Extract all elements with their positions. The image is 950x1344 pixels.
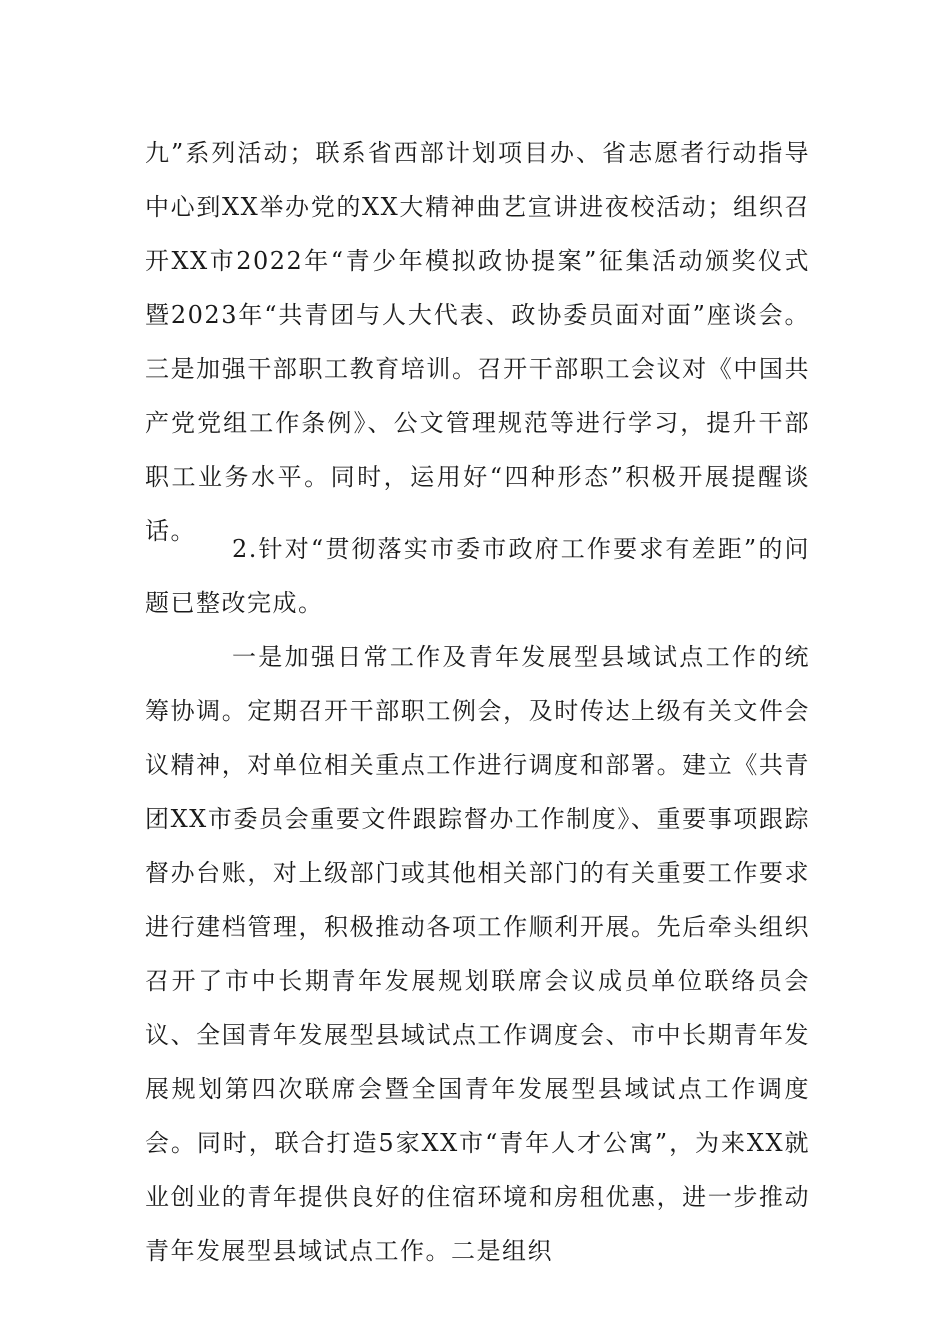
paragraph-text: 2.针对“贯彻落实市委市政府工作要求有差距”的问题已整改完成。 xyxy=(145,535,810,617)
paragraph-item-2-heading xyxy=(145,522,810,630)
paragraph-continued xyxy=(145,126,810,558)
paragraph-text: 一是加强日常工作及青年发展型县域试点工作的统筹协调。定期召开干部职工例会，及时传达上级有关文件会议精神，对单位相关重点工作进行调度和部署。建立《共青团XX市委员会重要文件跟踪督办工作制度》、重要事项跟踪督办台账，对上级部门或其他相关部门的有关重要工作要求进行建档管理，积极推动各项工作顺利开展。先后牵头组织召开了市中长期青年发展规划联席会议成员单位联络员会议、全国青年发展型县域试点工作调度会、市中长期青年发展规划第四次联席会暨全国青年发展型县域试点工作调度会。同时，联合打造5家XX市“青年人才公寓”，为来XX就业创业的青年提供良好的住宿环境和房租优惠，进一步推动青年发展型县域试点工作。二是组织 xyxy=(145,643,810,1265)
paragraph-text: 九”系列活动；联系省西部计划项目办、省志愿者行动指导中心到XX举办党的XX大精神曲艺宣讲进夜校活动；组织召开XX市2022年“青少年模拟政协提案”征集活动颁奖仪式暨2023年“共青团与人大代表、政协委员面对面”座谈会。三是加强干部职工教育培训。召开干部职工会议对《中国共产党党组工作条例》、公文管理规范等进行学习，提升干部职工业务水平。同时，运用好“四种形态”积极开展提醒谈话。 xyxy=(145,139,810,545)
paragraph-measures xyxy=(145,630,810,1278)
